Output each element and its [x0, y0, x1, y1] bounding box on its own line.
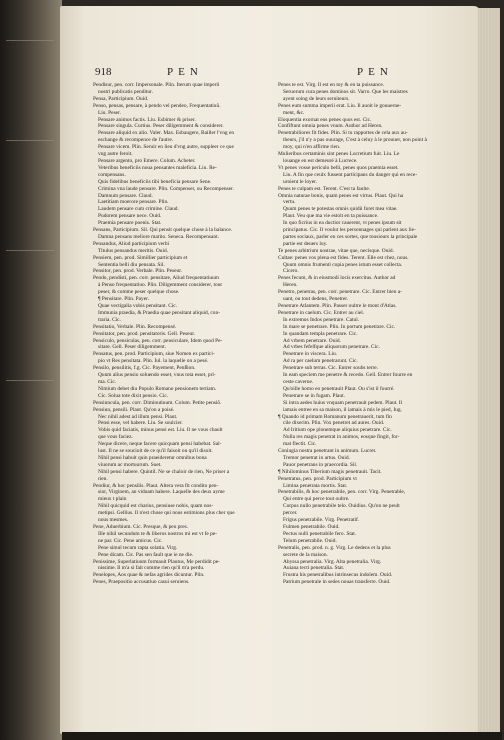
dictionary-entry-line: Qu'oille homo eo penetrauit Plaut. Ou s'ist il fourré.	[283, 385, 395, 392]
dictionary-entry-line: nous mesmes.	[98, 517, 129, 524]
dictionary-entry-line: uroient le loyer.	[283, 178, 317, 185]
dictionary-entry-line: Cultae: penes vos plena est fides. Terent. Elle est chez, nous.	[278, 254, 409, 261]
dictionary-entry-line: Cicero.	[283, 268, 299, 275]
dictionary-entry-line: vng autre feroit.	[98, 151, 133, 158]
dictionary-entry-line: Corpus nullo penetrabile telo. Ouidius. Qu'on ne peult	[283, 503, 400, 510]
dictionary-entry-line: lust. Il ne se soucioit de ce qu'il faisoit ou qu'il disoit.	[98, 448, 213, 455]
dictionary-entry-line: Penetro, penetras, pen. corr. penetrare. Cic. Entrer bien a-	[278, 289, 402, 296]
dictionary-entry-line: traria. Cic.	[98, 316, 121, 323]
dictionary-entry-line: cile dixerim. Plin. Vox penetret ad aures. Ouid.	[283, 420, 385, 427]
dictionary-entry-line: Quis fidelibus beneficiis tibi beneficia pensare Sene.	[98, 178, 212, 185]
dictionary-entry-line: nissime. Il m'a si fait comme rien qu'il m'a perdu.	[98, 565, 205, 572]
dictionary-entry-line: Pensiculo, pensiculas, pen. corr. pensiculare, Idem quod Pe-	[93, 337, 223, 344]
dictionary-entry-line: metipsi. Gellius. Il n'est chose qui nous estimions plus cher que	[98, 510, 235, 517]
dictionary-entry-line: Pendo, pendisti, pen. corr. pensitare, Aliud frequentatiuum	[93, 275, 219, 282]
dictionary-entry-line: ayent soing de leurs seruiteurs.	[283, 95, 350, 102]
dictionary-entry-line: mieux t plain	[98, 496, 127, 503]
dictionary-entry-line: Pensare singula. Curtius. Peser diligemment & considerer.	[98, 123, 224, 130]
dictionary-entry-line: Seruorum cura penes dominos sit. Varro. Que les maistres	[283, 88, 408, 95]
dictionary-column-left	[93, 82, 267, 722]
dictionary-entry-line: Pene simul tecum rapta solatia. Virg.	[98, 544, 178, 551]
dictionary-entry-line: Penes te culpam est. Terent. C'est ta faulte.	[278, 185, 371, 192]
dictionary-entry-line: Immunia praedia, & Praedia quae pensitant aliquid, con-	[98, 309, 220, 316]
dictionary-entry-line: Pensitator, pen. prod. pensitatoris. Gell. Peseur.	[93, 330, 196, 337]
dictionary-entry-line: Penetrare Atlantem. Plin. Passer oultre le mont d'Atlas.	[278, 303, 397, 309]
dictionary-entry-line: Tremor penetrat in artus. Ouid.	[283, 454, 350, 461]
dictionary-entry-line: Abyssa penetralia. Virg. Alta penetralia. Virg.	[283, 558, 382, 565]
dictionary-entry-line: vertu.	[283, 199, 296, 206]
dictionary-entry-line: Sententia belli diu pensata. Sil.	[98, 261, 165, 268]
dictionary-entry-line: Penes fecum, & in eiusmodi locis exercitus. Author ad	[278, 275, 396, 282]
dictionary-entry-line: Cic. Solua tote dixit pensio. Cic.	[98, 392, 169, 399]
dictionary-entry-line: Pene dicam. Cic. Pas sen fault que ie ne die.	[98, 551, 194, 558]
dictionary-entry-line: Pensandus, Aliud participium verbi	[93, 240, 170, 247]
dictionary-entry-line: ne par. Cic. Pene amicus. Cic.	[98, 537, 163, 544]
dictionary-entry-line: Ad vrbes fefelfque aliquorum penetrare. Cic.	[283, 344, 380, 351]
dictionary-entry-line: In eam speciem me penetre & recedo. Gell. Entrer fourre en	[283, 372, 413, 379]
dictionary-column-right	[278, 82, 452, 722]
dictionary-entry-line: moy, qui n'en affirme rien.	[283, 144, 341, 151]
dictionary-entry-line: Pensare argento, pro Emere. Colum. Acheter.	[98, 157, 196, 164]
dictionary-entry-line: Auiana tecti penetralia. Stat.	[283, 565, 345, 572]
dictionary-entry-line: Penes, Praepositio accusatiuo casui seruiens.	[93, 579, 190, 586]
dictionary-entry-line: rien.	[98, 475, 108, 482]
dictionary-entry-line: Nihil pensi habere. Quintil. Ne se chaloir de rien, Ne priser a	[98, 468, 230, 475]
dictionary-entry-line: partes sociaux, parler en ces sortes, que tousiours la principale	[283, 233, 418, 240]
dictionary-entry-line: Penetrabilis, & hoc penetrabile, pen. corr. Virg. Penetrable,	[278, 489, 406, 496]
dictionary-entry-line: Liu. Peser.	[98, 109, 121, 116]
dictionary-entry-line: à Penso frequentatiuo. Plin. Diligemment considerer, tout	[98, 282, 222, 289]
dictionary-entry-line: louange en est demeuré à Lucrece.	[283, 157, 358, 164]
dictionary-entry-line: Penissime, Superlatiuum formauit Plautus, Me perdidit pe-	[93, 558, 220, 565]
dictionary-entry-line: Te penes arbitrium nostrae, vitae que, necisque. Ouid.	[278, 247, 394, 254]
dictionary-entry-line: compensans.	[98, 171, 126, 178]
dictionary-entry-line: Pensitor, pen. prod. Verbale. Plin. Peseur.	[93, 268, 183, 275]
dictionary-entry-line: Frigus penetrabile. Virg. Penetratif.	[283, 517, 360, 524]
spine-band	[6, 250, 54, 251]
dictionary-entry-line: Damna pensans meliore marito. Seneca. Recompensant.	[98, 233, 219, 240]
dictionary-entry-line: Pauor penetrans in praecordia. Sil.	[283, 461, 358, 468]
dictionary-entry-line: Qui entre qui perce tout oultre.	[283, 496, 350, 503]
dictionary-entry-line: Pendisur, pen. corr. Impersonale. Plin. Iterum quae imperii	[93, 82, 220, 88]
dictionary-entry-line: Nec nihil adest ad illum pensi. Plaut.	[98, 413, 178, 420]
dictionary-entry-line: Ille nihil secundum te & liberos nostros mi est vt fe pe-	[98, 530, 218, 537]
dictionary-entry-line: Coniugia nostra penetrant in animum. Lucret.	[278, 448, 377, 455]
running-header	[95, 66, 445, 80]
dictionary-entry-line: Penso, pensas, pensare, à pendo vel pendeo, Frequentatiuũ.	[93, 102, 221, 109]
dictionary-entry-line: In extremos Indos penetrare. Catul.	[283, 316, 360, 323]
dictionary-entry-line: Pensi esse, vel habere. Liu. Se soulcier.	[98, 420, 183, 427]
dictionary-entry-line: Penetrare in viscera. Liu.	[283, 351, 338, 358]
dictionary-entry-line: Vobis quid faciatis, minus pensi est. Liu. Il ne vous chault	[98, 427, 223, 434]
dictionary-entry-line: Quum omnis frumenti copia penes istum esset collecta.	[283, 261, 403, 268]
dictionary-entry-line: Frustra his penetralibus intrinsecus indolem. Ouid.	[283, 572, 393, 579]
dictionary-entry-line: Pensa, Participium. Ouid.	[93, 95, 149, 102]
dictionary-entry-line: Pensitatio, Verbale. Plin. Recompensé.	[93, 323, 177, 330]
dictionary-entry-line: Confiftunt omnia penes vnum. Author ad Heren.	[278, 123, 383, 130]
dictionary-entry-line: Pensare aliquid ex alio. Valer. Max. Esbaugere, Bailler l'vng en	[98, 130, 235, 137]
dictionary-entry-line: Pensare animos factis. Liu. Esbimer & priser.	[98, 116, 196, 123]
dictionary-entry-line: percer.	[283, 510, 298, 517]
dictionary-entry-line: Heren.	[283, 282, 298, 289]
dictionary-entry-line: Damnum pensare. Claud.	[98, 192, 153, 199]
book-spine	[0, 0, 62, 740]
dictionary-entry-line: Nulla res magis penetrat in animos, eosque fingit, for-	[283, 434, 400, 441]
dictionary-entry-line: In quandam templa penetrare. Cic.	[283, 330, 358, 337]
dictionary-entry-line: Quum alius pensio soluendo esset, vnus tota esset, pri-	[98, 372, 216, 379]
dictionary-entry-line: Si intra aedes huius vnquam penetrauit pedem. Plaut. Il	[283, 399, 403, 406]
dictionary-entry-line: Ad Iritium ope plonemque aliquius penetrare. Cic.	[283, 427, 392, 434]
book-bottom-edge	[62, 732, 502, 740]
dictionary-entry-line: sitare. Gell. Peser diligemment.	[98, 344, 166, 351]
dictionary-entry-line: ¶ Quando id primam Romanum penetrauerit, tum fin	[278, 413, 392, 420]
dictionary-entry-line: Pensans, Participium. Sil. Qui pensit quelque chose à la balance.	[93, 227, 233, 234]
dictionary-entry-line: Liu. A fin que ceulx fussent participans du danger qui en rece-	[283, 171, 418, 178]
dictionary-entry-line: Vt penes vosse periculo belli, penes quos praemia esset.	[278, 164, 399, 171]
dictionary-entry-line: Veteribus beneficiis noua pensantes maleficia. Liu. Re-	[98, 164, 217, 171]
dictionary-entry-line: Praemia pensare poenis. Stat.	[98, 220, 162, 227]
dictionary-entry-line: Pensilo, pensilitis, f.g. Cic. Payement, Penßion.	[93, 365, 196, 372]
dictionary-entry-line: Nimium debet diu Populo Romano pensionem tertiam.	[98, 385, 217, 392]
header-left: PEN	[167, 66, 203, 78]
dictionary-entry-line: Fulmen penetrabile. Ouid.	[283, 524, 340, 530]
dictionary-entry-line: eschange & recompence de l'autre.	[98, 137, 174, 144]
dictionary-entry-line: principatus. Cic. Il voulut les personnages qui parlent aux lie-	[283, 227, 416, 234]
dictionary-entry-line: Eloquentia exornat eos penes quos est. Cic.	[278, 116, 372, 123]
spine-band	[6, 40, 54, 41]
dictionary-entry-line: Mulieribus certaminis sint penes Lucretium fuit. Liu. Le	[278, 151, 400, 158]
dictionary-entry-line: Crimina vna laude pensare. Plin. Compenser, ou Recompenser.	[98, 185, 234, 192]
dictionary-entry-line: Telum penetrabile. Ouid.	[283, 537, 337, 544]
dictionary-entry-line: Limina penetrata mortis. Stat.	[283, 482, 348, 489]
dictionary-entry-line: Quum penes te potestas omnis quidii foret mea vitae.	[283, 206, 398, 213]
dictionary-entry-line: Omnia naturae bonis, quam penes est virtus. Plaut. Qui ha	[278, 192, 404, 199]
dictionary-entry-line: Pensatus, pen. prod. Participium, siue Nomen ex partici-	[93, 351, 215, 358]
dictionary-entry-line: Pudorem pensare nece. Ouid.	[98, 213, 162, 220]
dictionary-entry-line: sior, Virginem, an viduam habere. Laquelle des deux ayme	[98, 489, 225, 496]
dictionary-entry-line: pio vt Res pensitata. Plin. Iul. la laquelle on a pesé.	[98, 358, 209, 365]
dictionary-entry-line: Pectus nulli penetrabile fero. Stat.	[283, 530, 357, 537]
dictionary-entry-line: que vous faciez.	[98, 434, 133, 441]
dictionary-entry-line: Pensiuncula, pen. corr. Diminutiuum. Colum. Petite pensiõ.	[93, 399, 222, 406]
dictionary-entry-line: Neque dicere, neque facere quicquam pensi habebat. Sal-	[98, 441, 222, 448]
dictionary-entry-line: mat flectit. Cic.	[283, 441, 317, 448]
dictionary-entry-line: viuorum ac mortuorum. Suet.	[98, 461, 162, 468]
dictionary-entry-line: ¶ Nihilominus Tiberium magis penetrauit. Tacit.	[278, 468, 382, 475]
dictionary-entry-line: Pene, Aduerbium. Cic. Presque, & peu pres.	[93, 524, 189, 530]
dictionary-entry-line: Penes eum summa imperii erat. Liu. Il auoit le gouuerne-	[278, 102, 402, 109]
dictionary-entry-line: Penes te est. Virg. Il est en toy & en ta puissance.	[278, 82, 385, 88]
dictionary-entry-line: Penetrare sub terras. Cic. Entrer soubs terre.	[283, 365, 379, 372]
page-edges	[478, 8, 500, 732]
dictionary-entry-line: ma. Cic.	[98, 378, 117, 385]
spine-band	[6, 140, 54, 141]
dictionary-entry-line: Penetralis, pen. prod. n. g. Virg. Le dedens et la plus	[278, 544, 391, 551]
dictionary-entry-line: Laudem pensare cum crimine. Claud.	[98, 206, 179, 213]
dictionary-entry-line: Penelopes, Aos quae & nefas agrides dicuntur. Plin.	[93, 572, 205, 579]
header-right: PEN	[357, 66, 393, 78]
dictionary-entry-line: Pensiem, pen. prod. Simillier participium et	[93, 254, 188, 261]
dictionary-entry-line: Nihil quicquid est charius, pensiuse nobis, quam nos-	[98, 503, 214, 510]
dictionary-entry-line: nostri publicatis penditur.	[98, 88, 153, 95]
dictionary-entry-line: uant, ou tout dedens, Penetrer.	[283, 296, 349, 303]
dictionary-entry-line: Pensare vicem. Plin. Seruir en lieu d'vng autre, suppleer ce que	[98, 144, 234, 151]
dictionary-entry-line: Penetrabiliores fit fides. Plin. Si tu rapportes de cela aux au-	[278, 130, 408, 137]
dictionary-entry-line: In quo ficrius in ea ductior cauerent, vt penes ipsum sit	[283, 220, 402, 227]
dictionary-entry-line: ceste caverne.	[283, 378, 314, 385]
dictionary-entry-line: Titulus pensandus meritis. Ouid.	[98, 247, 169, 254]
dictionary-entry-line: Penetrare se in fugam. Plaut.	[283, 392, 345, 399]
dictionary-entry-line: Ad ra per caelum penetrarunt. Cic.	[283, 358, 358, 365]
dictionary-entry-line: Nihil pensi habuit quin praeideretur omnibus bona	[98, 454, 207, 461]
dictionary-entry-line: Patrium penetrale in sedes nouas transferre. Ouid.	[283, 579, 391, 586]
dictionary-entry-line: Plaut. Veu que ma vie estoit en ta puissance.	[283, 213, 379, 220]
dictionary-entry-line: Penetrare in caelum. Cic. Entrer au ciel.	[278, 309, 365, 316]
dictionary-entry-line: In mare se penetrare. Plin. In portum penetrare. Cic.	[283, 323, 396, 330]
dictionary-entry-line: Laetitiam moerore pensare. Plin.	[98, 199, 169, 206]
page-number: 918	[95, 66, 112, 78]
dictionary-entry-line: Ad vrbem penetrare. Ouid.	[283, 337, 341, 344]
dictionary-entry-line: theurs, j'il n'y a pas ouurage, C'est à celuy à le prouuer, non point à	[283, 137, 427, 144]
dictionary-entry-line: Quae vectigalia vobis pensitant. Cic.	[98, 303, 178, 309]
spine-band	[6, 380, 54, 381]
dictionary-entry-line: Pendiur, & hoc pensilis. Plaut. Altera vera fit condito pen-	[93, 482, 219, 489]
dictionary-entry-line: Penetratus, pen. prod. Participium vt	[278, 475, 357, 482]
dictionary-entry-line: partie est deuers luy.	[283, 240, 328, 247]
dictionary-entry-line: peser, & comme peser quelque chose.	[98, 289, 180, 296]
dictionary-entry-line: ¶ Pensitare. Plin. Payer.	[98, 296, 149, 303]
dictionary-entry-line: iamais entree en sa maison, il iamais à mis le pied, Iug.	[283, 406, 402, 413]
dictionary-entry-line: Pensiun, pensili. Plaut. Qu'on a poisé.	[93, 406, 175, 413]
dictionary-entry-line: ment, &c.	[283, 109, 305, 116]
dictionary-entry-line: secrete de la maison.	[283, 551, 328, 558]
